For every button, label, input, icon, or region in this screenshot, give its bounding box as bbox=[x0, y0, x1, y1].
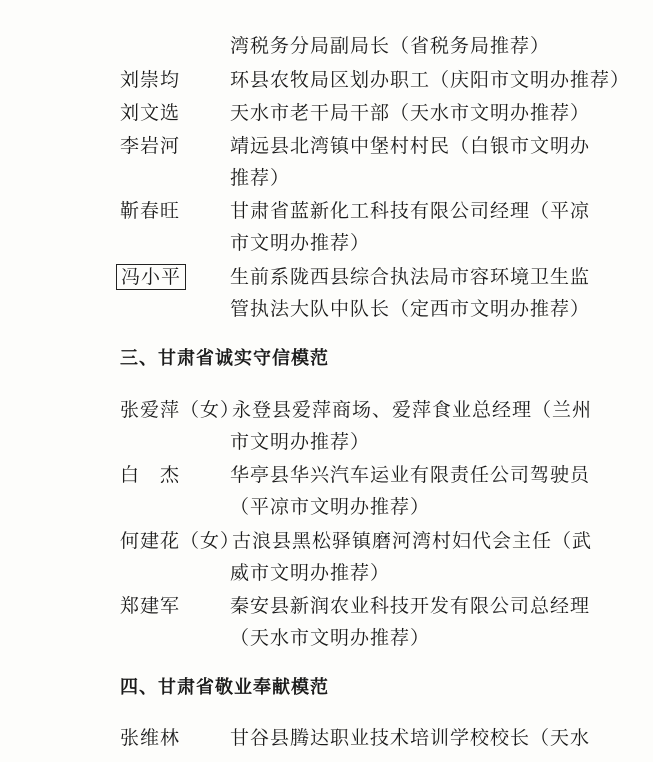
entry-desc-line: （天水市文明办推荐） bbox=[230, 627, 431, 649]
entry-desc-line: 靖远县北湾镇中堡村村民（白银市文明办 bbox=[230, 135, 591, 157]
entry-desc-line: 秦安县新润农业科技开发有限公司总经理 bbox=[230, 595, 591, 617]
entry-name: 刘崇均 bbox=[120, 69, 181, 91]
entry-desc-line: 推荐） bbox=[230, 167, 291, 189]
section-heading: 四、甘肃省敬业奉献模范 bbox=[120, 677, 329, 698]
entry-desc-line: 古浪县黑松驿镇磨河湾村妇代会主任（武 bbox=[232, 530, 593, 552]
entry-desc-line: 华亭县华兴汽车运业有限责任公司驾驶员 bbox=[230, 464, 591, 486]
entry-name: 张维林 bbox=[120, 727, 181, 749]
entry-desc-line: 永登县爱萍商场、爱萍食业总经理（兰州 bbox=[232, 399, 593, 421]
entry-name: 靳春旺 bbox=[120, 200, 181, 222]
entry-desc-line: 威市文明办推荐） bbox=[230, 562, 391, 584]
entry-name: 李岩河 bbox=[120, 135, 181, 157]
entry-desc-line: 市文明办推荐） bbox=[230, 431, 371, 453]
entry-desc-line: 生前系陇西县综合执法局市容环境卫生监 bbox=[230, 266, 591, 288]
entry-desc-line: 市文明办推荐） bbox=[230, 232, 371, 254]
entry-name: 何建花（女） bbox=[120, 530, 241, 552]
section-heading: 三、甘肃省诚实守信模范 bbox=[120, 348, 329, 369]
entry-desc-line: 甘肃省蓝新化工科技有限公司经理（平凉 bbox=[230, 200, 591, 222]
entry-desc-line: （平凉市文明办推荐） bbox=[230, 496, 431, 518]
entry-desc-line: 天水市老干局干部（天水市文明办推荐） bbox=[230, 102, 591, 124]
entry-name: 刘文选 bbox=[120, 102, 181, 124]
entry-name: 白 杰 bbox=[120, 464, 181, 486]
entry-name: 郑建军 bbox=[120, 595, 181, 617]
entry-name: 张爱萍（女） bbox=[120, 399, 241, 421]
entry-desc-line: 管执法大队中队长（定西市文明办推荐） bbox=[230, 298, 591, 320]
entry-desc-line: 环县农牧局区划办职工（庆阳市文明办推荐） bbox=[230, 69, 631, 91]
entry-desc-line: 湾税务分局副局长（省税务局推荐） bbox=[230, 35, 551, 57]
entry-desc-line: 甘谷县腾达职业技术培训学校校长（天水 bbox=[230, 727, 591, 749]
entry-name-highlighted: 冯小平 bbox=[116, 264, 186, 290]
